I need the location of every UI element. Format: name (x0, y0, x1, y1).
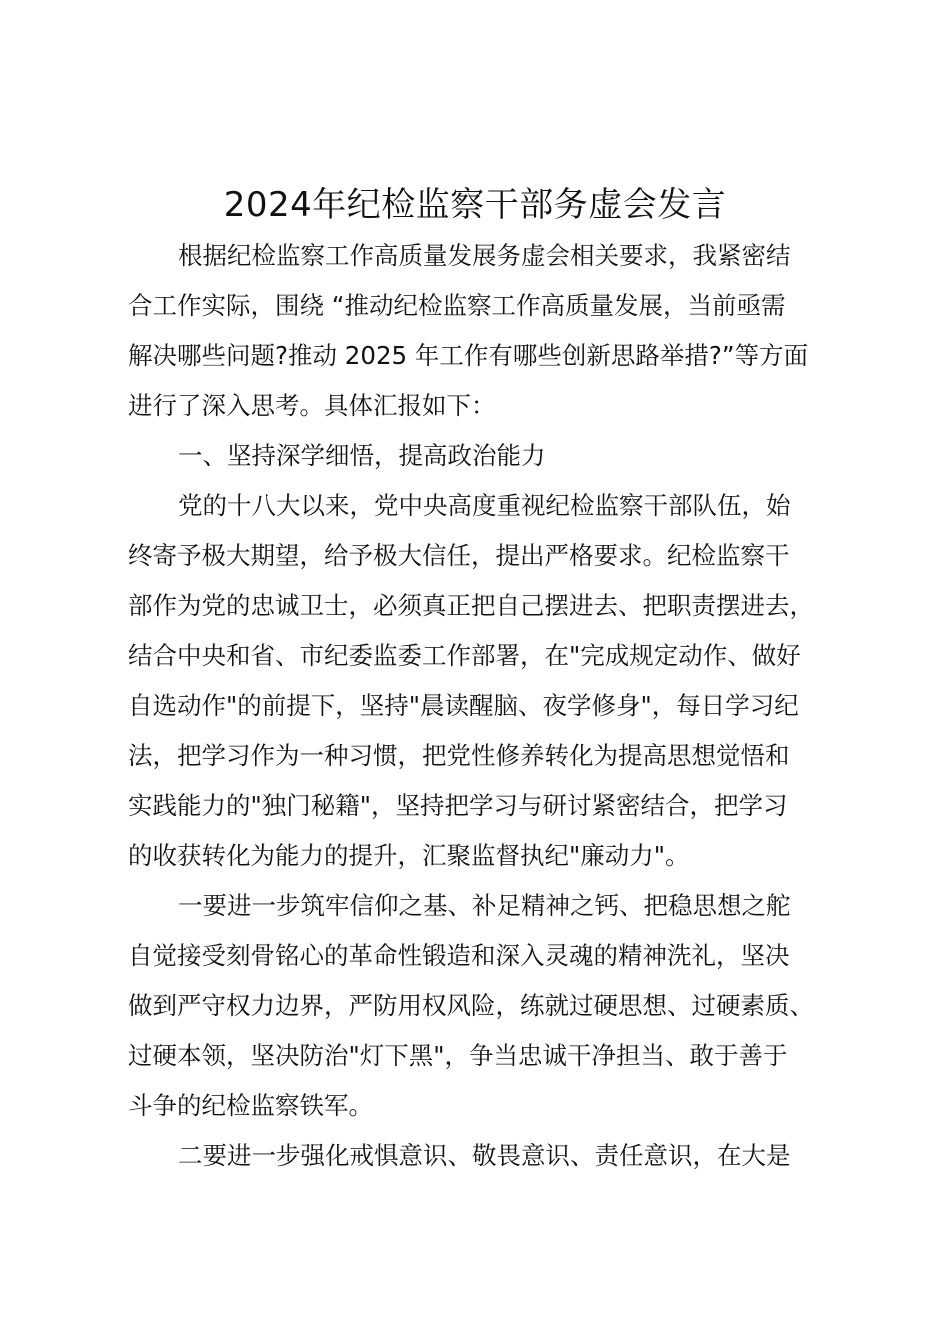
body-line: 自选动作"的前提下，坚持"晨读醒脑、夜学修身"，每日学习纪 (128, 691, 799, 720)
body-line: 做到严守权力边界，严防用权风险，练就过硬思想、过硬素质、 (128, 991, 814, 1020)
body-line: 二要进一步强化戒惧意识、敬畏意识、责任意识，在大是 (178, 1141, 791, 1170)
document-title: 2024年纪检监察干部务虚会发言 (223, 185, 727, 225)
body-line: 结合中央和省、市纪委监委工作部署，在"完成规定动作、做好 (128, 641, 801, 670)
body-line: 的收获转化为能力的提升，汇聚监督执纪"廉动力"。 (128, 841, 690, 870)
body-line: 进行了深入思考。具体汇报如下： (128, 391, 496, 420)
body-line: 终寄予极大期望，给予极大信任，提出严格要求。纪检监察干 (128, 541, 790, 570)
body-line: 合工作实际，围绕 “推动纪检监察工作高质量发展，当前亟需 (128, 291, 786, 320)
body-line: 自觉接受刻骨铭心的革命性锻造和深入灵魂的精神洗礼，坚决 (128, 941, 790, 970)
body-line: 解决哪些问题?推动 2025 年工作有哪些创新思路举措?”等方面 (128, 341, 809, 370)
section-heading: 一、坚持深学细悟，提高政治能力 (178, 441, 546, 470)
body-line: 党的十八大以来，党中央高度重视纪检监察干部队伍，始 (178, 491, 791, 520)
body-line: 根据纪检监察工作高质量发展务虚会相关要求，我紧密结 (178, 241, 791, 270)
body-line: 过硬本领，坚决防治"灯下黑"，争当忠诚干净担当、敢于善于 (128, 1041, 788, 1070)
body-line: 实践能力的"独门秘籍"，坚持把学习与研讨紧密结合，把学习 (128, 791, 788, 820)
body-line: 一要进一步筑牢信仰之基、补足精神之钙、把稳思想之舵 (178, 891, 791, 920)
body-line: 法，把学习作为一种习惯，把党性修养转化为提高思想觉悟和 (128, 741, 790, 770)
body-line: 部作为党的忠诚卫士，必须真正把自己摆进去、把职责摆进去， (128, 591, 814, 620)
body-line: 斗争的纪检监察铁军。 (128, 1091, 373, 1120)
